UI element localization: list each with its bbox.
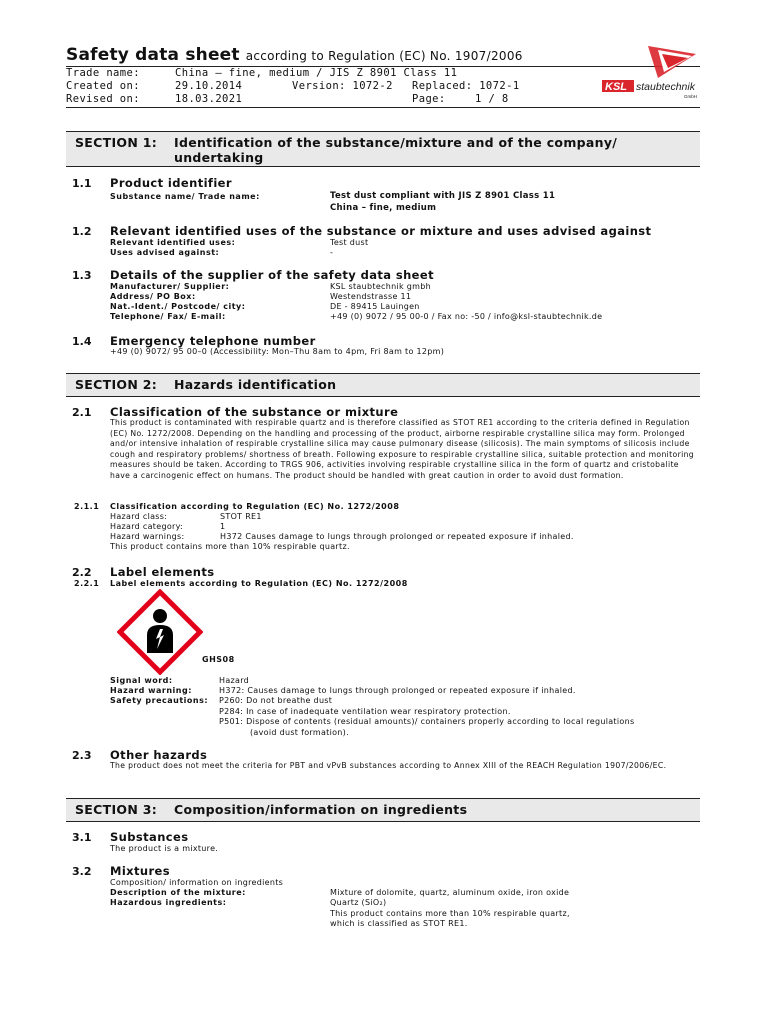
- heading-1-1: Product identifier: [110, 176, 232, 190]
- num-3-1: 3.1: [72, 831, 92, 844]
- description-value: Mixture of dolomite, quartz, aluminum oxide, iron oxide: [330, 888, 570, 897]
- title-subtitle: according to Regulation (EC) No. 1907/2006: [245, 49, 523, 63]
- uses-label: Relevant identified uses:: [110, 238, 236, 247]
- uses-value: Test dust: [330, 238, 369, 247]
- logo-staub-text: staubtechnik: [636, 81, 695, 93]
- heading-1-3: Details of the supplier of the safety data sheet: [110, 268, 434, 282]
- hazardous-ingredients-value-3: which is classified as STOT RE1.: [330, 919, 468, 928]
- ksl-logo: [598, 44, 702, 102]
- section-2-title: Hazards identification: [174, 377, 337, 392]
- telephone-label: Telephone/ Fax/ E-mail:: [110, 312, 226, 321]
- ghs-code: GHS08: [202, 655, 235, 664]
- heading-3-1: Substances: [110, 830, 189, 844]
- section-1-title-line2: undertaking: [174, 150, 264, 165]
- quartz-note: This product contains more than 10% respirable quartz.: [110, 542, 350, 551]
- telephone-value: +49 (0) 9072 / 95 00-0 / Fax no: -50 / info@ksl-staubtechnik.de: [330, 312, 603, 321]
- hazard-warnings-label: Hazard warnings:: [110, 532, 185, 541]
- revised-label: Revised on:: [66, 93, 140, 105]
- section-1-bar: [66, 131, 700, 167]
- hazardous-ingredients-value-2: This product contains more than 10% respirable quartz,: [330, 909, 570, 918]
- substances-text: The product is a mixture.: [110, 844, 219, 853]
- p284: P284: In case of inadequate ventilation wear respiratory protection.: [219, 707, 511, 716]
- ghs08-health-hazard-icon: [117, 589, 203, 675]
- nat-ident-label: Nat.-Ident./ Postcode/ city:: [110, 302, 246, 311]
- num-2-1-1: 2.1.1: [74, 502, 100, 511]
- manufacturer-value: KSL staubtechnik gmbh: [330, 282, 431, 291]
- heading-2-1-1: Classification according to Regulation (EC) No. 1272/2008: [110, 502, 400, 511]
- heading-2-2: Label elements: [110, 565, 215, 579]
- num-1-4: 1.4: [72, 335, 92, 348]
- emergency-number: +49 (0) 9072/ 95 00–0 (Accessibility: Mon–Thu 8am to 4pm, Fri 8am to 12pm): [110, 347, 445, 356]
- section-1-label: SECTION 1:: [75, 135, 158, 150]
- revised-value: 18.03.2021: [175, 93, 243, 105]
- replaced: Replaced: 1072-1: [412, 80, 520, 92]
- advised-label: Uses advised against:: [110, 248, 220, 257]
- heading-2-2-1: Label elements according to Regulation (EC) No. 1272/2008: [110, 579, 408, 588]
- description-label: Description of the mixture:: [110, 888, 246, 897]
- num-2-3: 2.3: [72, 749, 92, 762]
- header-bottom-rule: [66, 107, 700, 108]
- hazardous-ingredients-label: Hazardous ingredients:: [110, 898, 227, 907]
- manufacturer-label: Manufacturer/ Supplier:: [110, 282, 230, 291]
- heading-1-4: Emergency telephone number: [110, 334, 316, 348]
- section-2-bar: [66, 373, 700, 397]
- num-2-1: 2.1: [72, 406, 92, 419]
- num-3-2: 3.2: [72, 865, 92, 878]
- created-label: Created on:: [66, 80, 140, 92]
- page-label: Page:: [412, 93, 446, 105]
- composition-label: Composition/ information on ingredients: [110, 878, 284, 887]
- hazard-class-label: Hazard class:: [110, 512, 168, 521]
- classification-paragraph: This product is contaminated with respirable quartz and is therefore classified as STOT RE1 according to the criteria defined in Regulation (EC) No. 1272/2008. Depending on the handling and processing of the product, airborne respirable crystalline silica may form. Prolonged and/or intensive inhalation of respirable crystalline silica may cause pulmonary disease (silicosis). The main symptoms of silicosis include cough and respiratory problems/ shortness of breath. Following exposure to respirable crystalline silica, suitable protection and monitoring measures should be taken. According to TRGS 906, activities involving respirable crystalline silica in the form of quartz and cristobalite have a carcinogenic effect on humans. The product should be handled with great caution in order to avoid dust formation.: [110, 418, 695, 480]
- num-1-3: 1.3: [72, 269, 92, 282]
- p260: P260: Do not breathe dust: [219, 696, 333, 705]
- hazard-warnings-value: H372 Causes damage to lungs through prolonged or repeated exposure if inhaled.: [220, 532, 574, 541]
- logo-ksl-text: KSL: [605, 81, 627, 93]
- heading-2-1: Classification of the substance or mixture: [110, 405, 399, 419]
- num-2-2: 2.2: [72, 566, 92, 579]
- version: Version: 1072-2: [292, 80, 393, 92]
- section-1-title-line1: Identification of the substance/mixture and of the company/: [174, 135, 618, 150]
- other-hazards-paragraph: The product does not meet the criteria for PBT and vPvB substances according to Annex XIII of the REACH Regulation 1907/2006/EC.: [110, 761, 667, 770]
- page-value: 1 / 8: [475, 93, 509, 105]
- trade-name-label: Trade name:: [66, 67, 140, 79]
- section-2-label: SECTION 2:: [75, 377, 158, 392]
- substance-name-value-2: China – fine, medium: [330, 203, 437, 213]
- num-2-2-1: 2.2.1: [74, 579, 100, 588]
- num-1-1: 1.1: [72, 177, 92, 190]
- heading-2-3: Other hazards: [110, 748, 208, 762]
- p501-line1: P501: Dispose of contents (residual amounts)/ containers properly according to local regulations: [219, 717, 635, 726]
- logo-gmbh-text: GmbH: [684, 94, 698, 99]
- substance-name-value-1: Test dust compliant with JIS Z 8901 Class 11: [330, 191, 556, 201]
- hazard-category-value: 1: [220, 522, 226, 531]
- num-1-2: 1.2: [72, 225, 92, 238]
- substance-name-label: Substance name/ Trade name:: [110, 192, 260, 201]
- document-title: [66, 45, 523, 65]
- advised-value: -: [330, 248, 334, 257]
- trade-name-value: China – fine, medium / JIS Z 8901 Class 11: [175, 67, 458, 79]
- heading-3-2: Mixtures: [110, 864, 171, 878]
- p501-line2: (avoid dust formation).: [250, 728, 349, 737]
- address-value: Westendstrasse 11: [330, 292, 412, 301]
- section-3-label: SECTION 3:: [75, 802, 158, 817]
- hazardous-ingredients-value-1: Quartz (SiO₂): [330, 898, 387, 907]
- title-text: Safety data sheet: [66, 45, 240, 65]
- heading-1-2: Relevant identified uses of the substance or mixture and uses advised against: [110, 224, 652, 238]
- hazard-class-value: STOT RE1: [220, 512, 262, 521]
- safety-precautions-label: Safety precautions:: [110, 696, 209, 705]
- created-value: 29.10.2014: [175, 80, 243, 92]
- section-3-title: Composition/information on ingredients: [174, 802, 468, 817]
- address-label: Address/ PO Box:: [110, 292, 196, 301]
- hazard-category-label: Hazard category:: [110, 522, 184, 531]
- hazard-warning-value: H372: Causes damage to lungs through prolonged or repeated exposure if inhaled.: [219, 686, 576, 695]
- signal-word-value: Hazard: [219, 676, 250, 685]
- section-3-bar: [66, 798, 700, 822]
- hazard-warning-label: Hazard warning:: [110, 686, 192, 695]
- nat-ident-value: DE - 89415 Lauingen: [330, 302, 420, 311]
- signal-word-label: Signal word:: [110, 676, 173, 685]
